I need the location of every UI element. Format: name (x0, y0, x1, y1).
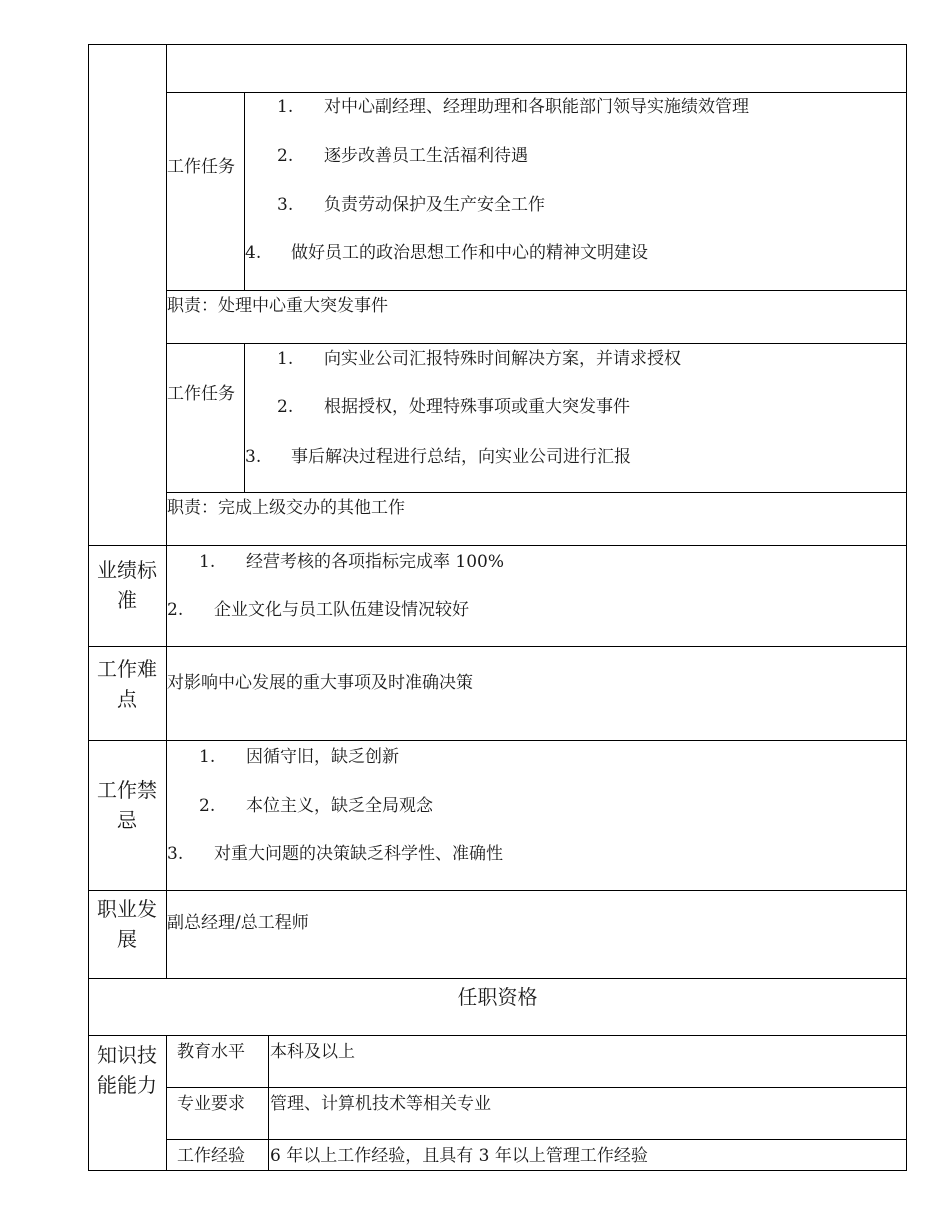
difficulty-text: 对影响中心发展的重大事项及时准确决策 (167, 673, 473, 693)
career-label: 职业发展 (97, 897, 157, 951)
row-line (166, 92, 907, 93)
row-line (166, 1087, 907, 1088)
list-item: 本位主义，缺乏全局观念 (246, 796, 433, 816)
row-line (88, 545, 907, 546)
row-line (88, 740, 907, 741)
list-item: 对重大问题的决策缺乏科学性、准确性 (214, 844, 503, 864)
table-border-bottom (88, 1170, 907, 1171)
list-item: 逐步改善员工生活福利待遇 (324, 146, 528, 166)
list-item: 向实业公司汇报特殊时间解决方案，并请求授权 (324, 349, 681, 369)
list-item: 因循守旧，缺乏创新 (246, 747, 399, 767)
list-item: 经营考核的各项指标完成率 100% (246, 552, 505, 572)
list-item: 事后解决过程进行总结，向实业公司进行汇报 (291, 447, 631, 467)
row-line (166, 290, 907, 291)
qualification-key: 教育水平 (177, 1042, 245, 1062)
list-number: 1. (199, 747, 216, 767)
list-item: 负责劳动保护及生产安全工作 (324, 195, 545, 215)
qualification-key: 工作经验 (177, 1146, 245, 1166)
qualification-value: 本科及以上 (270, 1042, 355, 1062)
row-line (88, 1035, 907, 1036)
row-line (88, 890, 907, 891)
list-number: 4. (245, 243, 262, 263)
label-column-divider-bottom (166, 1036, 167, 1171)
performance-label: 业绩标准 (97, 558, 157, 612)
list-item: 对中心副经理、经理助理和各职能部门领导实施绩效管理 (324, 97, 749, 117)
list-number: 2. (277, 146, 294, 166)
row-line (166, 1139, 907, 1140)
difficulty-label: 工作难点 (97, 657, 157, 711)
row-line (88, 646, 907, 647)
list-number: 2. (167, 600, 184, 620)
list-item: 做好员工的政治思想工作和中心的精神文明建设 (291, 243, 648, 263)
task-label: 工作任务 (167, 384, 235, 404)
duty-title: 职责：处理中心重大突发事件 (167, 296, 388, 316)
row-line (166, 343, 907, 344)
list-number: 3. (245, 447, 262, 467)
taboo-label: 工作禁忌 (97, 778, 157, 832)
qualification-label: 知识技能能力 (97, 1043, 157, 1097)
list-number: 1. (277, 349, 294, 369)
list-number: 2. (277, 397, 294, 417)
list-number: 1. (199, 552, 216, 572)
row-line (88, 978, 907, 979)
qualification-value: 6 年以上工作经验，且具有 3 年以上管理工作经验 (270, 1146, 648, 1166)
qualification-title: 任职资格 (457, 985, 538, 1009)
task-label: 工作任务 (167, 157, 235, 177)
list-number: 3. (167, 844, 184, 864)
list-number: 1. (277, 97, 294, 117)
qualification-key-divider (268, 1036, 269, 1171)
career-text: 副总经理/总工程师 (167, 913, 309, 933)
table-border-top (88, 44, 907, 45)
qualification-value: 管理、计算机技术等相关专业 (270, 1094, 491, 1114)
list-number: 3. (277, 195, 294, 215)
list-number: 2. (199, 796, 216, 816)
qualification-key: 专业要求 (177, 1094, 245, 1114)
list-item: 根据授权，处理特殊事项或重大突发事件 (324, 397, 630, 417)
duty-title: 职责：完成上级交办的其他工作 (167, 498, 405, 518)
list-item: 企业文化与员工队伍建设情况较好 (214, 600, 469, 620)
row-line (166, 492, 907, 493)
task-label-divider (244, 343, 245, 493)
